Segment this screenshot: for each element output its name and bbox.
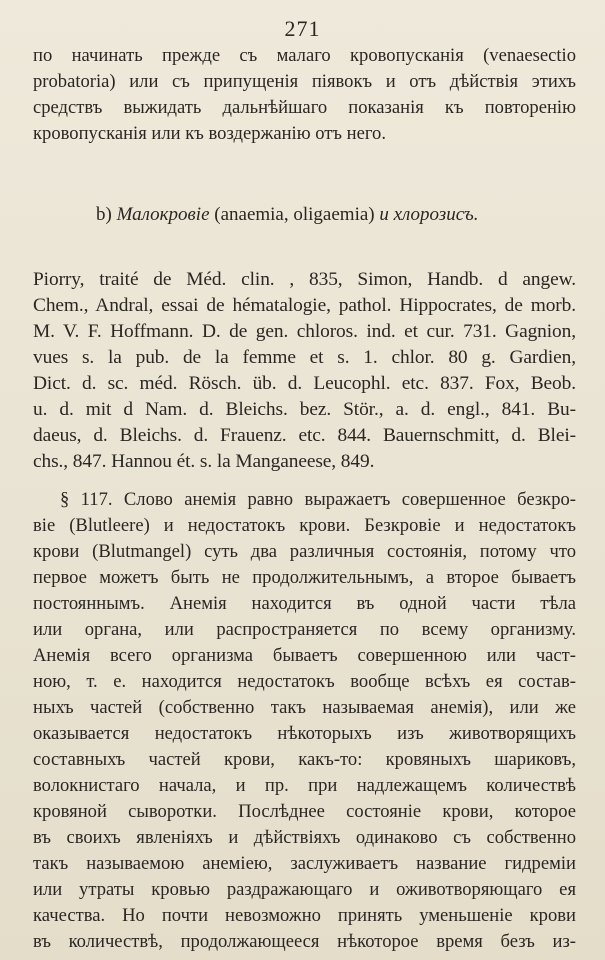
bibliography-line: Dict. d. sc. méd. Rösch. üb. d. Leucophl. etc. 837. Fox, Beob. [33,373,576,394]
bibliography-line: vues s. la pub. de la femme et s. 1. chlor. 80 g. Gardien, [33,347,576,368]
text-line: ныхъ частей (собственно такъ называемая анемія), или же [33,697,576,718]
text-line: качества. Но почти невозможно принять уменьшеніе крови [33,905,576,926]
bibliography-line: daeus, d. Bleichs. d. Frauenz. etc. 844. Bauernschmitt, d. Blei- [33,425,576,446]
text-line: волокнистаго начала, и пр. при надлежащемъ количествѣ [33,775,576,796]
text-line: крови (Blutmangel) суть два различныя состоянія, потому что [33,541,576,562]
text-line: или утраты кровью раздражающаго и оживотворяющаго ея [33,879,576,900]
text-line: оказывается недостатокъ нѣкоторыхъ изъ животворящихъ [33,723,576,744]
heading-title-tail: и хлорозисъ. [379,204,479,225]
text-line: кровяной сыворотки. Послѣднее состояніе крови, которое [33,801,576,822]
heading-marker: b) [96,204,112,225]
bibliography-line: Chem., Andral, essai de hématalogie, pathol. Hippocrates, de morb. [33,295,576,316]
bibliography-line: M. V. F. Hoffmann. D. de gen. chloros. ind. et cur. 731. Gagnion, [33,321,576,342]
bibliography-line: Piorry, traité de Méd. clin. , 835, Simon, Handb. d angew. [33,269,576,290]
text-line: ною, т. е. находится недостатокъ вообще всѣхъ ея состав- [33,671,576,692]
text-line: такъ называемою анеміею, заслуживаетъ название гидреміи [33,853,576,874]
text-line: первое можетъ быть не продолжительнымъ, а второе бываетъ [33,567,576,588]
section-heading [96,202,526,228]
text-line: въ количествѣ, продолжающееся нѣкоторое время безъ из- [33,931,576,952]
text-line: или органа, или распространяется по всему организму. [33,619,576,640]
text-line: віе (Blutleere) и недостатокъ крови. Безкровіе и недостатокъ [33,515,576,536]
page-number: 271 [284,16,321,41]
bibliography-line: u. d. mit d Nam. d. Bleichs. bez. Stör., a. d. engl., 841. Bu- [33,399,576,420]
text-line: § 117. Слово анемія равно выражаетъ совершенное безкро- [60,489,576,510]
text-line: Анемія всего организма бываетъ совершенною или част- [33,645,576,666]
text-line: probatoria) или съ припущенія піявокъ и отъ дѣйствія этихъ [33,71,576,92]
text-line: по начинать прежде съ малаго кровопусканія (venaesectio [33,45,576,66]
text-line: постояннымъ. Анемія находится въ одной части тѣла [33,593,576,614]
text-line: кровопусканія или къ воздержанію отъ него. [33,123,386,144]
heading-title: Малокровіе [116,204,210,225]
text-line: средствъ выжидать дальнѣйшаго показанія къ повторенію [33,97,576,118]
text-line: составныхъ частей крови, какъ-то: кровяныхъ шариковъ, [33,749,576,770]
text-line: въ своихъ явленіяхъ и дѣйствіяхъ одинаково съ собственно [33,827,576,848]
bibliography-line: chs., 847. Hannou ét. s. la Manganeese, 849. [33,451,375,472]
heading-latin: (anaemia, oligaemia) [214,204,375,225]
